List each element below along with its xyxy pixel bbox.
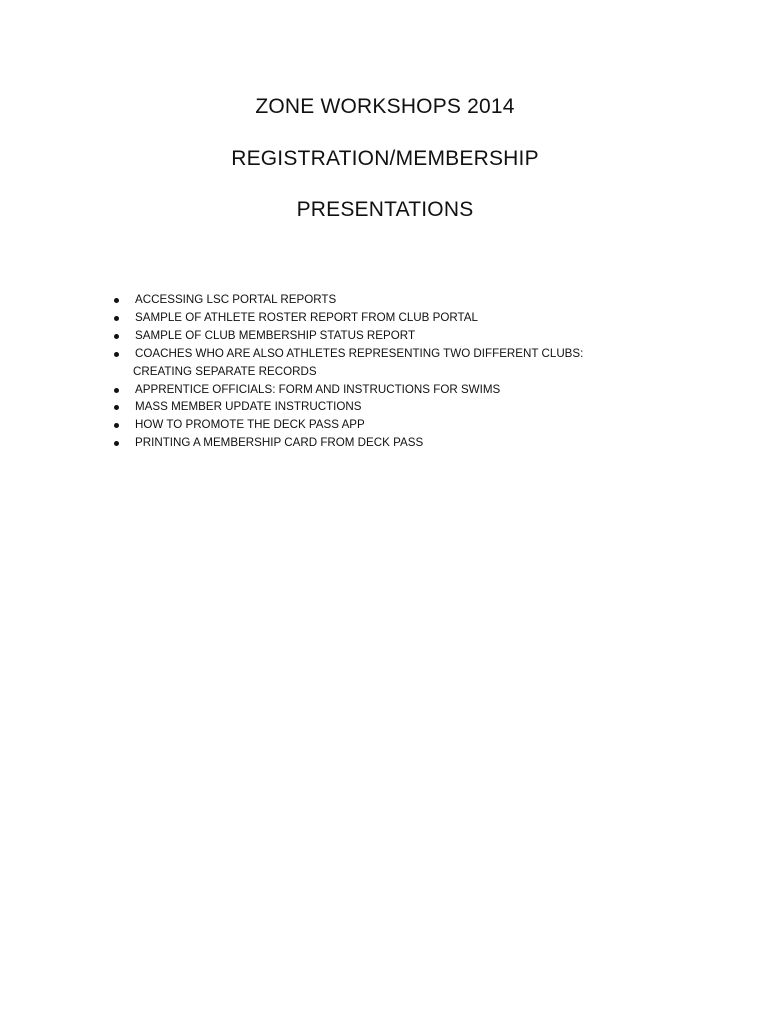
page-subtitle: REGISTRATION/MEMBERSHIP [231, 147, 539, 170]
list-item [108, 398, 628, 416]
list-item [108, 309, 628, 327]
list-item [108, 291, 628, 309]
list-item-text: SAMPLE OF CLUB MEMBERSHIP STATUS REPORT [135, 328, 416, 342]
page-section-title: PRESENTATIONS [296, 198, 474, 221]
bullet-icon [114, 441, 119, 446]
list-item [108, 381, 628, 399]
list-item-text: ACCESSING LSC PORTAL REPORTS [135, 293, 337, 306]
list-item-text: MASS MEMBER UPDATE INSTRUCTIONS [135, 400, 362, 414]
list-item-continuation: CREATING SEPARATE RECORDS [133, 364, 317, 378]
bullet-icon [114, 298, 119, 303]
list-item [108, 327, 628, 345]
bullet-icon [114, 334, 119, 339]
list-item [108, 434, 628, 452]
list-item-text: HOW TO PROMOTE THE DECK PASS APP [135, 418, 365, 432]
bullet-icon [114, 423, 119, 428]
list-item-text: SAMPLE OF ATHLETE ROSTER REPORT FROM CLUB PORTAL [135, 310, 478, 324]
bullet-icon [114, 405, 119, 410]
topic-list [108, 291, 628, 452]
list-item [108, 416, 628, 434]
page-title: ZONE WORKSHOPS 2014 [255, 95, 515, 118]
list-item-text: COACHES WHO ARE ALSO ATHLETES REPRESENTING TWO DIFFERENT CLUBS: [135, 346, 584, 360]
list-item-text: APPRENTICE OFFICIALS: FORM AND INSTRUCTIONS FOR SWIMS [135, 382, 501, 396]
list-item-text: PRINTING A MEMBERSHIP CARD FROM DECK PASS [135, 436, 424, 450]
list-item [108, 345, 628, 381]
bullet-icon [114, 316, 119, 321]
bullet-icon [114, 352, 119, 357]
bullet-icon [114, 388, 119, 393]
